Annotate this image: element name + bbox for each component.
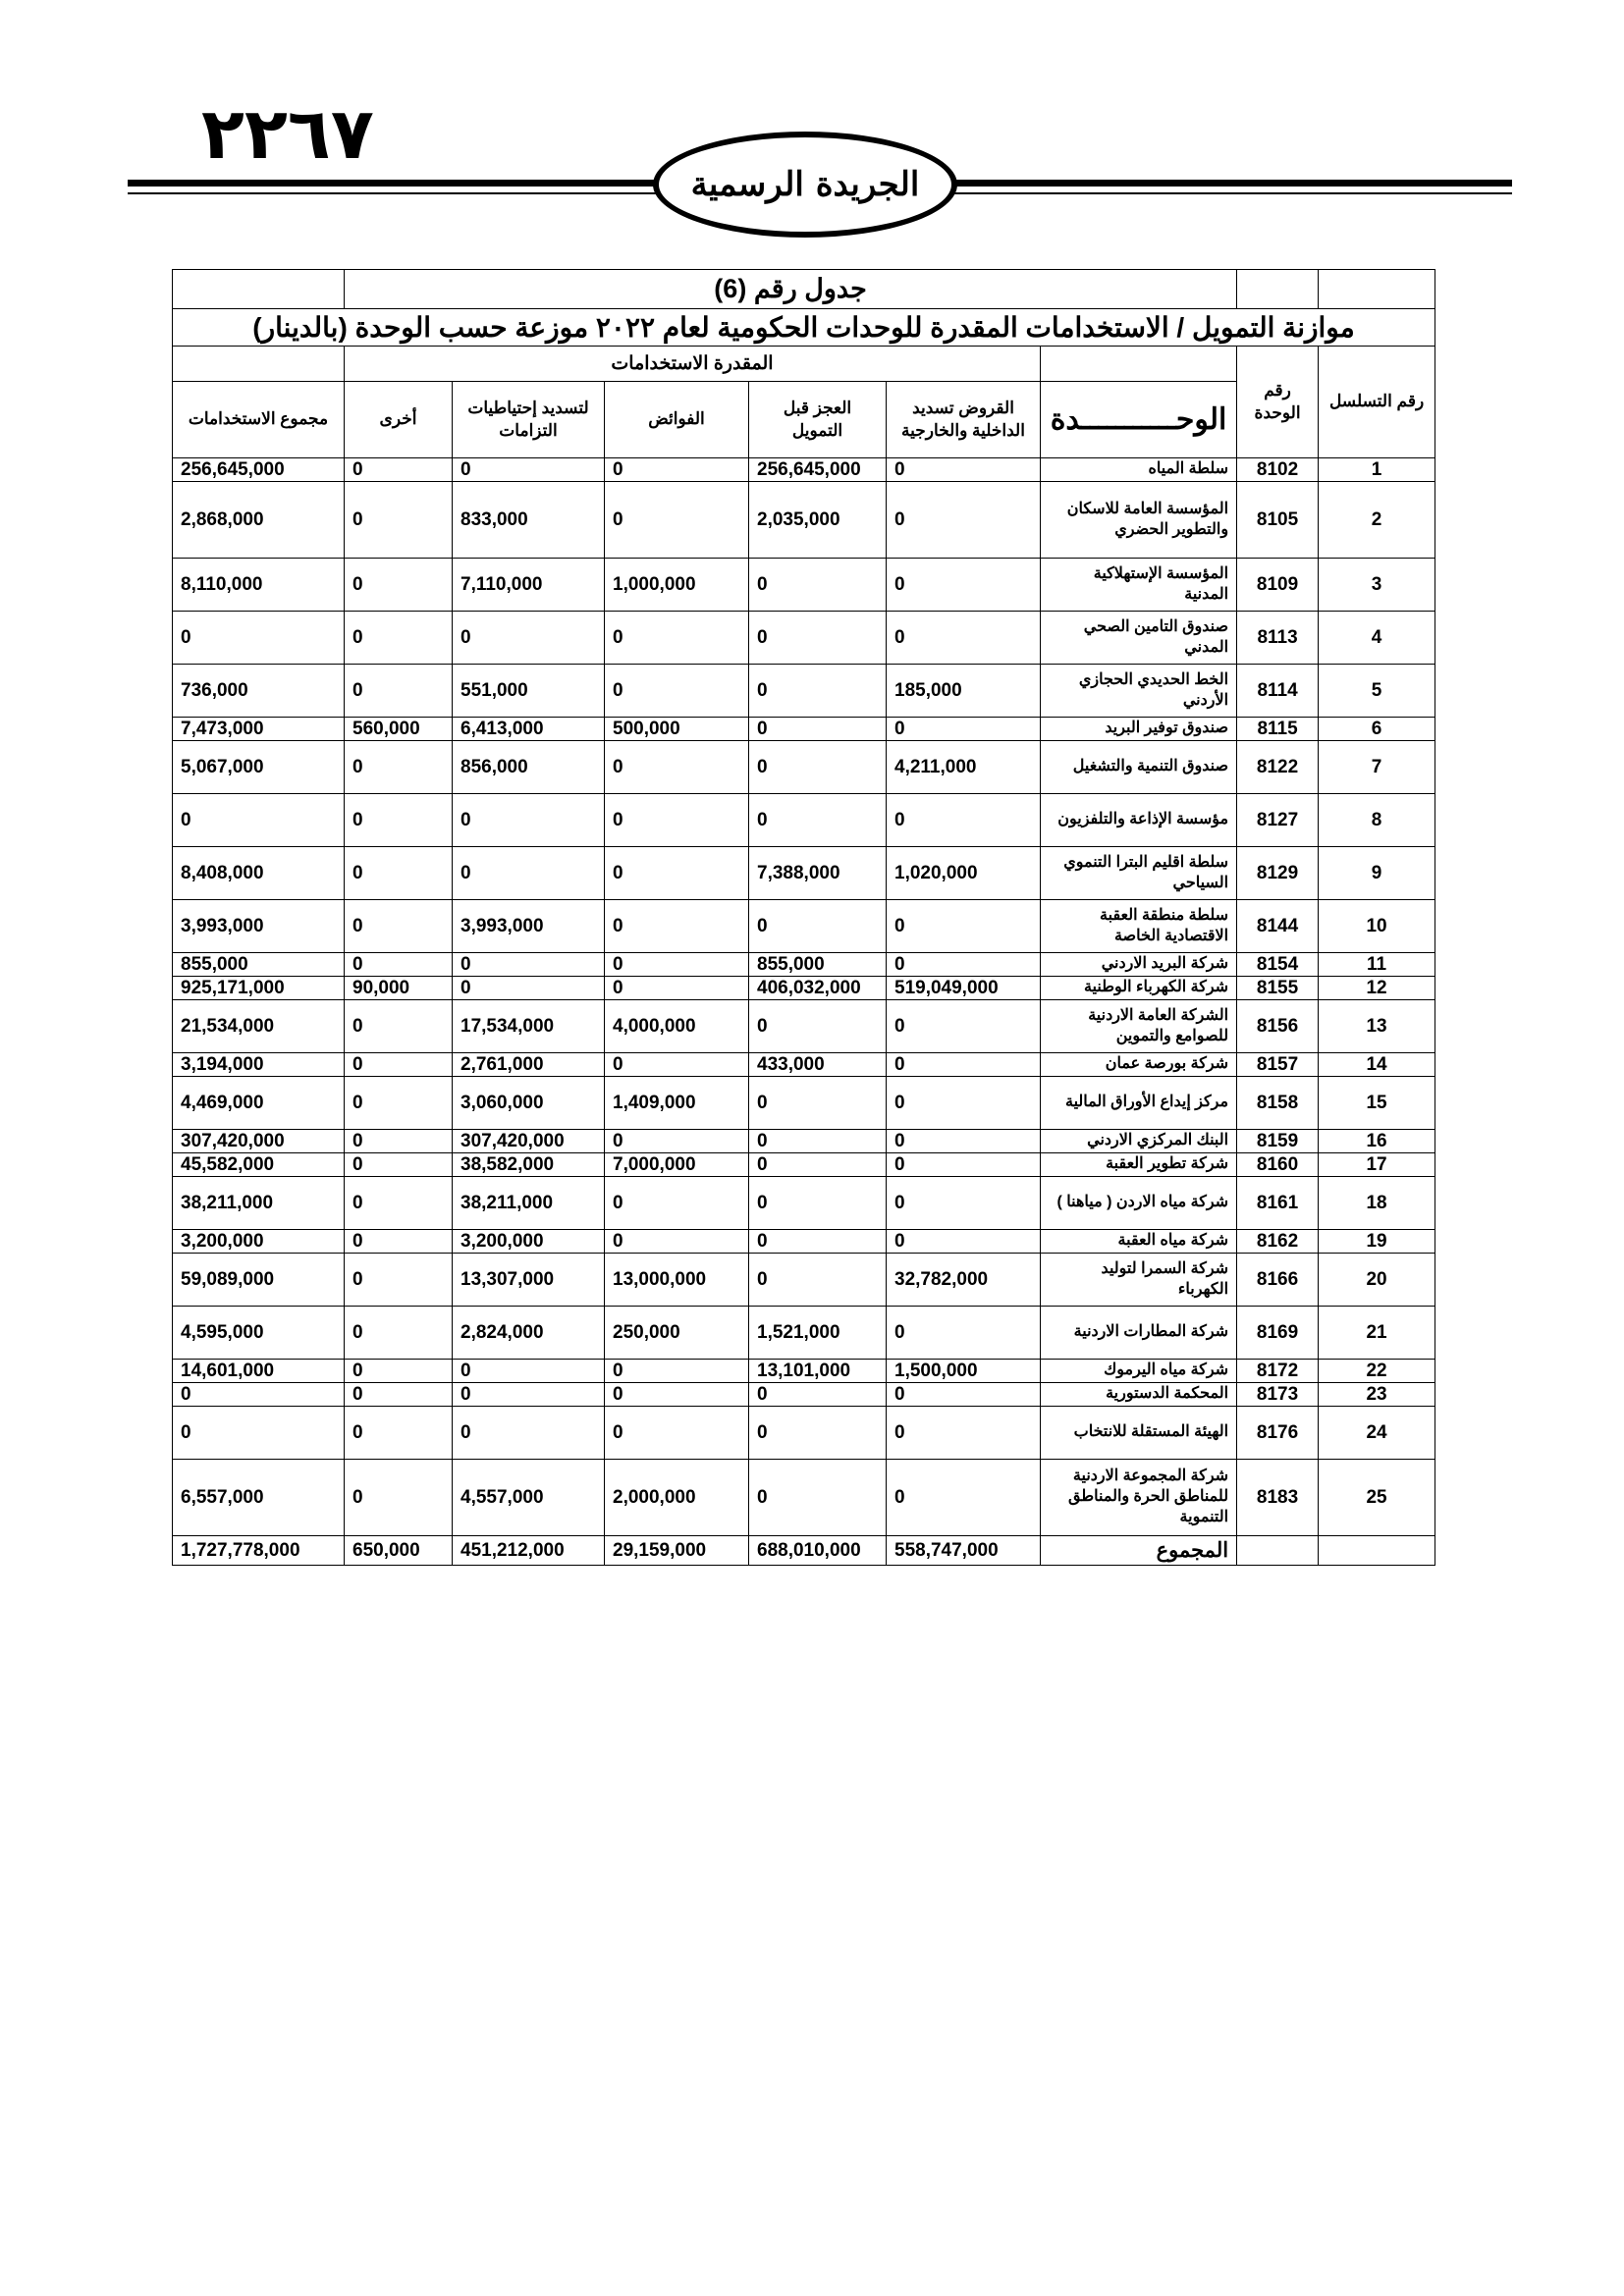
table-row (173, 482, 1435, 559)
cell-other: 0 (345, 1230, 453, 1254)
cell-loans: 0 (887, 612, 1041, 665)
cell-total: 307,420,000 (173, 1130, 345, 1153)
cell-code: 8169 (1237, 1307, 1319, 1360)
cell-other: 0 (345, 900, 453, 953)
cell-code: 8113 (1237, 612, 1319, 665)
cell-reserves: 856,000 (453, 741, 605, 794)
table-row (173, 953, 1435, 977)
blank-cell (1319, 1536, 1435, 1566)
cell-seq: 12 (1319, 977, 1435, 1000)
cell-total: 8,408,000 (173, 847, 345, 900)
cell-interest: 1,409,000 (605, 1077, 749, 1130)
cell-loans: 32,782,000 (887, 1254, 1041, 1307)
table-row (173, 559, 1435, 612)
cell-deficit: 2,035,000 (749, 482, 887, 559)
cell-seq: 14 (1319, 1053, 1435, 1077)
cell-loans: 1,500,000 (887, 1360, 1041, 1383)
cell-seq: 10 (1319, 900, 1435, 953)
cell-code: 8183 (1237, 1460, 1319, 1536)
cell-loans: 4,211,000 (887, 741, 1041, 794)
cell-deficit: 0 (749, 1460, 887, 1536)
cell-deficit: 0 (749, 741, 887, 794)
cell-code: 8176 (1237, 1407, 1319, 1460)
cell-unit: شركة بورصة عمان (1041, 1053, 1237, 1077)
cell-unit: صندوق التامين الصحي المدني (1041, 612, 1237, 665)
cell-seq: 20 (1319, 1254, 1435, 1307)
cell-total: 3,194,000 (173, 1053, 345, 1077)
cell-unit: سلطة منطقة العقبة الاقتصادية الخاصة (1041, 900, 1237, 953)
cell-interest: 500,000 (605, 718, 749, 741)
cell-total: 5,067,000 (173, 741, 345, 794)
totals-row (173, 1536, 1435, 1566)
cell-interest: 0 (605, 612, 749, 665)
cell-unit: الخط الحديدي الحجازي الأردني (1041, 665, 1237, 718)
cell-unit: المحكمة الدستورية (1041, 1383, 1237, 1407)
cell-other: 0 (345, 559, 453, 612)
cell-other: 0 (345, 1153, 453, 1177)
cell-code: 8144 (1237, 900, 1319, 953)
cell-unit: شركة المطارات الاردنية (1041, 1307, 1237, 1360)
table-row (173, 1130, 1435, 1153)
cell-reserves: 38,211,000 (453, 1177, 605, 1230)
cell-reserves: 13,307,000 (453, 1254, 605, 1307)
header-total: مجموع الاستخدامات (173, 382, 345, 458)
cell-seq: 3 (1319, 559, 1435, 612)
header-loans: القروض تسديد الداخلية والخارجية (887, 382, 1041, 458)
cell-other: 0 (345, 1053, 453, 1077)
cell-loans: 0 (887, 1407, 1041, 1460)
cell-interest: 0 (605, 482, 749, 559)
cell-interest: 7,000,000 (605, 1153, 749, 1177)
cell-deficit: 0 (749, 1177, 887, 1230)
cell-total: 3,200,000 (173, 1230, 345, 1254)
cell-unit: شركة الكهرباء الوطنية (1041, 977, 1237, 1000)
cell-loans: 0 (887, 1460, 1041, 1536)
table-row (173, 1077, 1435, 1130)
header-unit: الوحـــــــــــدة (1041, 382, 1237, 458)
cell-code: 8102 (1237, 458, 1319, 482)
table-row (173, 718, 1435, 741)
cell-unit: الهيئة المستقلة للانتخاب (1041, 1407, 1237, 1460)
table-row (173, 1307, 1435, 1360)
table-row (173, 847, 1435, 900)
cell-deficit: 0 (749, 1230, 887, 1254)
cell-code: 8166 (1237, 1254, 1319, 1307)
cell-seq: 8 (1319, 794, 1435, 847)
cell-total: 59,089,000 (173, 1254, 345, 1307)
totals-label: المجموع (1041, 1536, 1237, 1566)
header-reserves: لتسديد إحتياطيات التزامات (453, 382, 605, 458)
cell-total: 21,534,000 (173, 1000, 345, 1053)
cell-other: 0 (345, 1383, 453, 1407)
cell-seq: 25 (1319, 1460, 1435, 1536)
cell-reserves: 4,557,000 (453, 1460, 605, 1536)
blank-cell (1041, 347, 1237, 382)
cell-loans: 0 (887, 1053, 1041, 1077)
cell-code: 8105 (1237, 482, 1319, 559)
cell-code: 8114 (1237, 665, 1319, 718)
cell-code: 8154 (1237, 953, 1319, 977)
cell-other: 90,000 (345, 977, 453, 1000)
cell-seq: 24 (1319, 1407, 1435, 1460)
table-subtitle: موازنة التمويل / الاستخدامات المقدرة للوحدات الحكومية لعام ٢٠٢٢ موزعة حسب الوحدة (بالدينار) (173, 309, 1435, 347)
cell-loans: 519,049,000 (887, 977, 1041, 1000)
cell-reserves: 3,200,000 (453, 1230, 605, 1254)
cell-seq: 23 (1319, 1383, 1435, 1407)
cell-seq: 9 (1319, 847, 1435, 900)
cell-other: 0 (345, 1254, 453, 1307)
table-row (173, 900, 1435, 953)
cell-unit: صندوق توفير البريد (1041, 718, 1237, 741)
table-row (173, 741, 1435, 794)
table-row (173, 1230, 1435, 1254)
cell-other: 0 (345, 1177, 453, 1230)
cell-reserves: 2,761,000 (453, 1053, 605, 1077)
cell-other: 0 (345, 1130, 453, 1153)
cell-total: 3,993,000 (173, 900, 345, 953)
cell-interest: 0 (605, 900, 749, 953)
cell-seq: 6 (1319, 718, 1435, 741)
cell-deficit: 855,000 (749, 953, 887, 977)
cell-code: 8172 (1237, 1360, 1319, 1383)
cell-deficit: 0 (749, 1000, 887, 1053)
cell-seq: 19 (1319, 1230, 1435, 1254)
cell-interest: 4,000,000 (605, 1000, 749, 1053)
cell-seq: 11 (1319, 953, 1435, 977)
cell-unit: شركة مياه اليرموك (1041, 1360, 1237, 1383)
cell-loans: 0 (887, 1230, 1041, 1254)
table-row (173, 1407, 1435, 1460)
cell-loans: 0 (887, 1130, 1041, 1153)
table-row (173, 1000, 1435, 1053)
table-row (173, 1383, 1435, 1407)
cell-deficit: 7,388,000 (749, 847, 887, 900)
cell-deficit: 406,032,000 (749, 977, 887, 1000)
cell-loans: 0 (887, 458, 1041, 482)
total-reserves: 451,212,000 (453, 1536, 605, 1566)
cell-interest: 0 (605, 458, 749, 482)
cell-other: 0 (345, 847, 453, 900)
cell-seq: 13 (1319, 1000, 1435, 1053)
cell-interest: 0 (605, 794, 749, 847)
cell-deficit: 0 (749, 665, 887, 718)
cell-unit: سلطة المياه (1041, 458, 1237, 482)
cell-seq: 17 (1319, 1153, 1435, 1177)
cell-deficit: 1,521,000 (749, 1307, 887, 1360)
cell-interest: 250,000 (605, 1307, 749, 1360)
cell-unit: المؤسسة الإستهلاكية المدنية (1041, 559, 1237, 612)
cell-reserves: 0 (453, 1360, 605, 1383)
cell-total: 2,868,000 (173, 482, 345, 559)
cell-interest: 0 (605, 977, 749, 1000)
header-interest: الفوائض (605, 382, 749, 458)
cell-deficit: 256,645,000 (749, 458, 887, 482)
blank-cell (173, 347, 345, 382)
cell-reserves: 6,413,000 (453, 718, 605, 741)
total-total: 1,727,778,000 (173, 1536, 345, 1566)
table-row (173, 1153, 1435, 1177)
cell-interest: 0 (605, 1053, 749, 1077)
cell-interest: 0 (605, 1360, 749, 1383)
cell-total: 4,469,000 (173, 1077, 345, 1130)
header-other: أخرى (345, 382, 453, 458)
table-row (173, 1053, 1435, 1077)
cell-deficit: 0 (749, 1153, 887, 1177)
cell-unit: البنك المركزي الاردني (1041, 1130, 1237, 1153)
cell-seq: 5 (1319, 665, 1435, 718)
cell-interest: 0 (605, 1407, 749, 1460)
cell-total: 855,000 (173, 953, 345, 977)
cell-total: 736,000 (173, 665, 345, 718)
cell-seq: 7 (1319, 741, 1435, 794)
cell-interest: 1,000,000 (605, 559, 749, 612)
cell-other: 0 (345, 1000, 453, 1053)
cell-reserves: 2,824,000 (453, 1307, 605, 1360)
cell-total: 8,110,000 (173, 559, 345, 612)
table-row (173, 1254, 1435, 1307)
cell-code: 8156 (1237, 1000, 1319, 1053)
table-row (173, 458, 1435, 482)
cell-loans: 0 (887, 953, 1041, 977)
cell-loans: 1,020,000 (887, 847, 1041, 900)
cell-reserves: 307,420,000 (453, 1130, 605, 1153)
cell-code: 8160 (1237, 1153, 1319, 1177)
cell-code: 8158 (1237, 1077, 1319, 1130)
cell-reserves: 0 (453, 612, 605, 665)
cell-other: 0 (345, 612, 453, 665)
cell-other: 0 (345, 1077, 453, 1130)
cell-total: 0 (173, 612, 345, 665)
table-row (173, 977, 1435, 1000)
cell-code: 8155 (1237, 977, 1319, 1000)
table-row (173, 665, 1435, 718)
cell-deficit: 0 (749, 794, 887, 847)
page-number: ٢٢٦٧ (201, 92, 374, 175)
cell-seq: 18 (1319, 1177, 1435, 1230)
total-interest: 29,159,000 (605, 1536, 749, 1566)
table-row (173, 1177, 1435, 1230)
cell-code: 8109 (1237, 559, 1319, 612)
cell-reserves: 38,582,000 (453, 1153, 605, 1177)
cell-unit: شركة مياه الاردن ( مياهنا ) (1041, 1177, 1237, 1230)
cell-reserves: 0 (453, 953, 605, 977)
cell-reserves: 17,534,000 (453, 1000, 605, 1053)
cell-unit: صندوق التنمية والتشغيل (1041, 741, 1237, 794)
table-row (173, 612, 1435, 665)
cell-seq: 1 (1319, 458, 1435, 482)
cell-loans: 0 (887, 718, 1041, 741)
blank-cell (1237, 270, 1319, 309)
cell-code: 8129 (1237, 847, 1319, 900)
cell-reserves: 0 (453, 458, 605, 482)
cell-reserves: 0 (453, 794, 605, 847)
header-code: رقم الوحدة (1237, 347, 1319, 458)
cell-other: 560,000 (345, 718, 453, 741)
table-row (173, 1360, 1435, 1383)
cell-deficit: 0 (749, 1077, 887, 1130)
cell-code: 8115 (1237, 718, 1319, 741)
cell-loans: 185,000 (887, 665, 1041, 718)
cell-reserves: 0 (453, 1383, 605, 1407)
budget-table (172, 269, 1435, 1566)
cell-loans: 0 (887, 1077, 1041, 1130)
cell-deficit: 0 (749, 1407, 887, 1460)
cell-interest: 0 (605, 847, 749, 900)
cell-loans: 0 (887, 559, 1041, 612)
cell-unit: مؤسسة الإذاعة والتلفزيون (1041, 794, 1237, 847)
cell-reserves: 0 (453, 1407, 605, 1460)
total-other: 650,000 (345, 1536, 453, 1566)
table-title: جدول رقم (6) (345, 270, 1237, 309)
cell-deficit: 0 (749, 900, 887, 953)
cell-interest: 0 (605, 1177, 749, 1230)
cell-unit: شركة تطوير العقبة (1041, 1153, 1237, 1177)
cell-interest: 0 (605, 953, 749, 977)
cell-seq: 21 (1319, 1307, 1435, 1360)
cell-interest: 0 (605, 741, 749, 794)
cell-total: 0 (173, 1407, 345, 1460)
cell-other: 0 (345, 953, 453, 977)
cell-loans: 0 (887, 1383, 1041, 1407)
cell-seq: 15 (1319, 1077, 1435, 1130)
cell-other: 0 (345, 1360, 453, 1383)
cell-other: 0 (345, 1307, 453, 1360)
cell-reserves: 0 (453, 977, 605, 1000)
cell-seq: 4 (1319, 612, 1435, 665)
cell-unit: شركة مياه العقبة (1041, 1230, 1237, 1254)
header-deficit: العجز قبل التمويل (749, 382, 887, 458)
cell-code: 8157 (1237, 1053, 1319, 1077)
cell-other: 0 (345, 1407, 453, 1460)
cell-deficit: 0 (749, 1383, 887, 1407)
blank-cell (173, 270, 345, 309)
total-loans: 558,747,000 (887, 1536, 1041, 1566)
cell-total: 38,211,000 (173, 1177, 345, 1230)
cell-interest: 13,000,000 (605, 1254, 749, 1307)
cell-reserves: 7,110,000 (453, 559, 605, 612)
cell-unit: سلطة اقليم البترا التنموي السياحي (1041, 847, 1237, 900)
cell-deficit: 433,000 (749, 1053, 887, 1077)
cell-total: 256,645,000 (173, 458, 345, 482)
cell-unit: شركة المجموعة الاردنية للمناطق الحرة والمناطق التنموية (1041, 1460, 1237, 1536)
cell-other: 0 (345, 482, 453, 559)
cell-code: 8127 (1237, 794, 1319, 847)
cell-unit: مركز إيداع الأوراق المالية (1041, 1077, 1237, 1130)
cell-code: 8159 (1237, 1130, 1319, 1153)
cell-interest: 2,000,000 (605, 1460, 749, 1536)
cell-other: 0 (345, 458, 453, 482)
cell-seq: 22 (1319, 1360, 1435, 1383)
cell-deficit: 0 (749, 718, 887, 741)
cell-deficit: 0 (749, 612, 887, 665)
cell-seq: 16 (1319, 1130, 1435, 1153)
cell-deficit: 0 (749, 1254, 887, 1307)
cell-deficit: 0 (749, 559, 887, 612)
cell-reserves: 3,060,000 (453, 1077, 605, 1130)
cell-other: 0 (345, 1460, 453, 1536)
cell-unit: المؤسسة العامة للاسكان والتطوير الحضري (1041, 482, 1237, 559)
total-deficit: 688,010,000 (749, 1536, 887, 1566)
cell-total: 6,557,000 (173, 1460, 345, 1536)
table-row (173, 794, 1435, 847)
group-header: المقدرة الاستخدامات (345, 347, 1041, 382)
cell-loans: 0 (887, 1153, 1041, 1177)
cell-reserves: 0 (453, 847, 605, 900)
cell-interest: 0 (605, 1383, 749, 1407)
cell-reserves: 551,000 (453, 665, 605, 718)
cell-loans: 0 (887, 1307, 1041, 1360)
blank-cell (1319, 270, 1435, 309)
cell-other: 0 (345, 741, 453, 794)
masthead-oval (653, 132, 957, 238)
cell-deficit: 13,101,000 (749, 1360, 887, 1383)
table-row (173, 1460, 1435, 1536)
cell-code: 8173 (1237, 1383, 1319, 1407)
cell-code: 8161 (1237, 1177, 1319, 1230)
cell-code: 8122 (1237, 741, 1319, 794)
header-seq: رقم التسلسل (1319, 347, 1435, 458)
cell-code: 8162 (1237, 1230, 1319, 1254)
cell-unit: شركة السمرا لتوليد الكهرباء (1041, 1254, 1237, 1307)
cell-unit: الشركة العامة الاردنية للصوامع والتموين (1041, 1000, 1237, 1053)
cell-total: 925,171,000 (173, 977, 345, 1000)
cell-loans: 0 (887, 900, 1041, 953)
cell-reserves: 3,993,000 (453, 900, 605, 953)
cell-loans: 0 (887, 1177, 1041, 1230)
cell-total: 0 (173, 1383, 345, 1407)
cell-interest: 0 (605, 1130, 749, 1153)
cell-total: 0 (173, 794, 345, 847)
cell-total: 7,473,000 (173, 718, 345, 741)
cell-deficit: 0 (749, 1130, 887, 1153)
cell-loans: 0 (887, 1000, 1041, 1053)
cell-seq: 2 (1319, 482, 1435, 559)
cell-total: 14,601,000 (173, 1360, 345, 1383)
blank-cell (1237, 1536, 1319, 1566)
cell-other: 0 (345, 794, 453, 847)
cell-unit: شركة البريد الاردني (1041, 953, 1237, 977)
cell-interest: 0 (605, 1230, 749, 1254)
masthead-title: الجريدة الرسمية (690, 165, 920, 204)
cell-reserves: 833,000 (453, 482, 605, 559)
cell-loans: 0 (887, 482, 1041, 559)
cell-total: 45,582,000 (173, 1153, 345, 1177)
cell-other: 0 (345, 665, 453, 718)
cell-interest: 0 (605, 665, 749, 718)
cell-loans: 0 (887, 794, 1041, 847)
cell-total: 4,595,000 (173, 1307, 345, 1360)
